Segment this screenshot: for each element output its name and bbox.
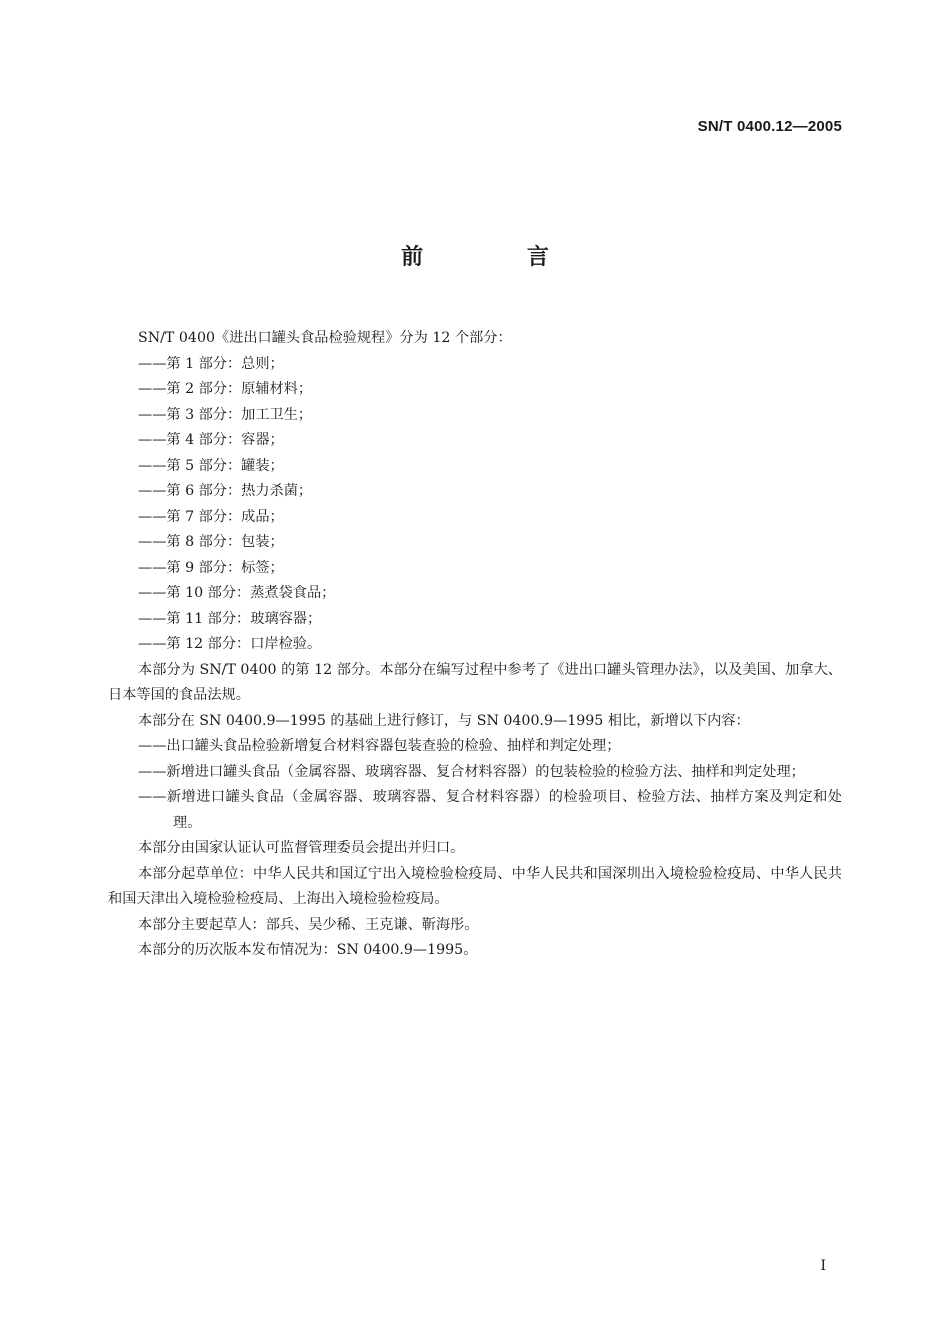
- list-item: ——第 11 部分：玻璃容器；: [138, 610, 322, 627]
- reference-paragraph: 本部分为 SN/T 0400 的第 12 部分。本部分在编写过程中参考了《进出口罐头管理办法》，以及美国、加拿大、日本等国的食品法规。: [108, 661, 842, 703]
- list-item: ——第 7 部分：成品；: [138, 508, 284, 525]
- proposed-paragraph: 本部分由国家认证认可监督管理委员会提出并归口。: [138, 840, 465, 856]
- document-body: [108, 326, 842, 964]
- list-item: ——第 12 部分：口岸检验。: [138, 636, 322, 652]
- list-item: ——第 8 部分：包装；: [138, 534, 284, 550]
- list-item: ——第 2 部分：原辅材料；: [138, 381, 313, 397]
- change-item: ——出口罐头食品检验新增复合材料容器包装查验的检验、抽样和判定处理；: [138, 738, 621, 754]
- intro-paragraph: SN/T 0400《进出口罐头食品检验规程》分为 12 个部分：: [138, 330, 512, 346]
- page-title: 前 言: [401, 245, 597, 270]
- drafters-paragraph: 本部分主要起草人：部兵、吴少稀、王克谦、靳海彤。: [138, 916, 479, 933]
- list-item: ——第 1 部分：总则；: [138, 355, 284, 372]
- list-item: ——第 6 部分：热力杀菌；: [138, 483, 313, 499]
- list-item: ——第 4 部分：容器；: [138, 432, 284, 448]
- history-paragraph: 本部分的历次版本发布情况为：SN 0400.9—1995。: [138, 942, 478, 958]
- change-item: ——新增进口罐头食品（金属容器、玻璃容器、复合材料容器）的检验项目、检验方法、抽样方案及判定和处理。: [138, 789, 842, 831]
- page-number: I: [820, 1258, 826, 1274]
- drafting-units-paragraph: 本部分起草单位：中华人民共和国辽宁出入境检验检疫局、中华人民共和国深圳出入境检验检疫局、中华人民共和国天津出入境检验检疫局、上海出入境检验检疫局。: [108, 865, 842, 907]
- list-item: ——第 10 部分：蒸煮袋食品；: [138, 585, 336, 601]
- revision-paragraph: 本部分在 SN 0400.9—1995 的基础上进行修订，与 SN 0400.9—1995 相比，新增以下内容：: [138, 712, 750, 729]
- list-item: ——第 9 部分：标签；: [138, 559, 284, 576]
- document-code: SN/T 0400.12—2005: [697, 118, 842, 135]
- change-item: ——新增进口罐头食品（金属容器、玻璃容器、复合材料容器）的包装检验的检验方法、抽样和判定处理；: [138, 763, 805, 780]
- list-item: ——第 5 部分：罐装；: [138, 457, 284, 474]
- list-item: ——第 3 部分：加工卫生；: [138, 406, 313, 423]
